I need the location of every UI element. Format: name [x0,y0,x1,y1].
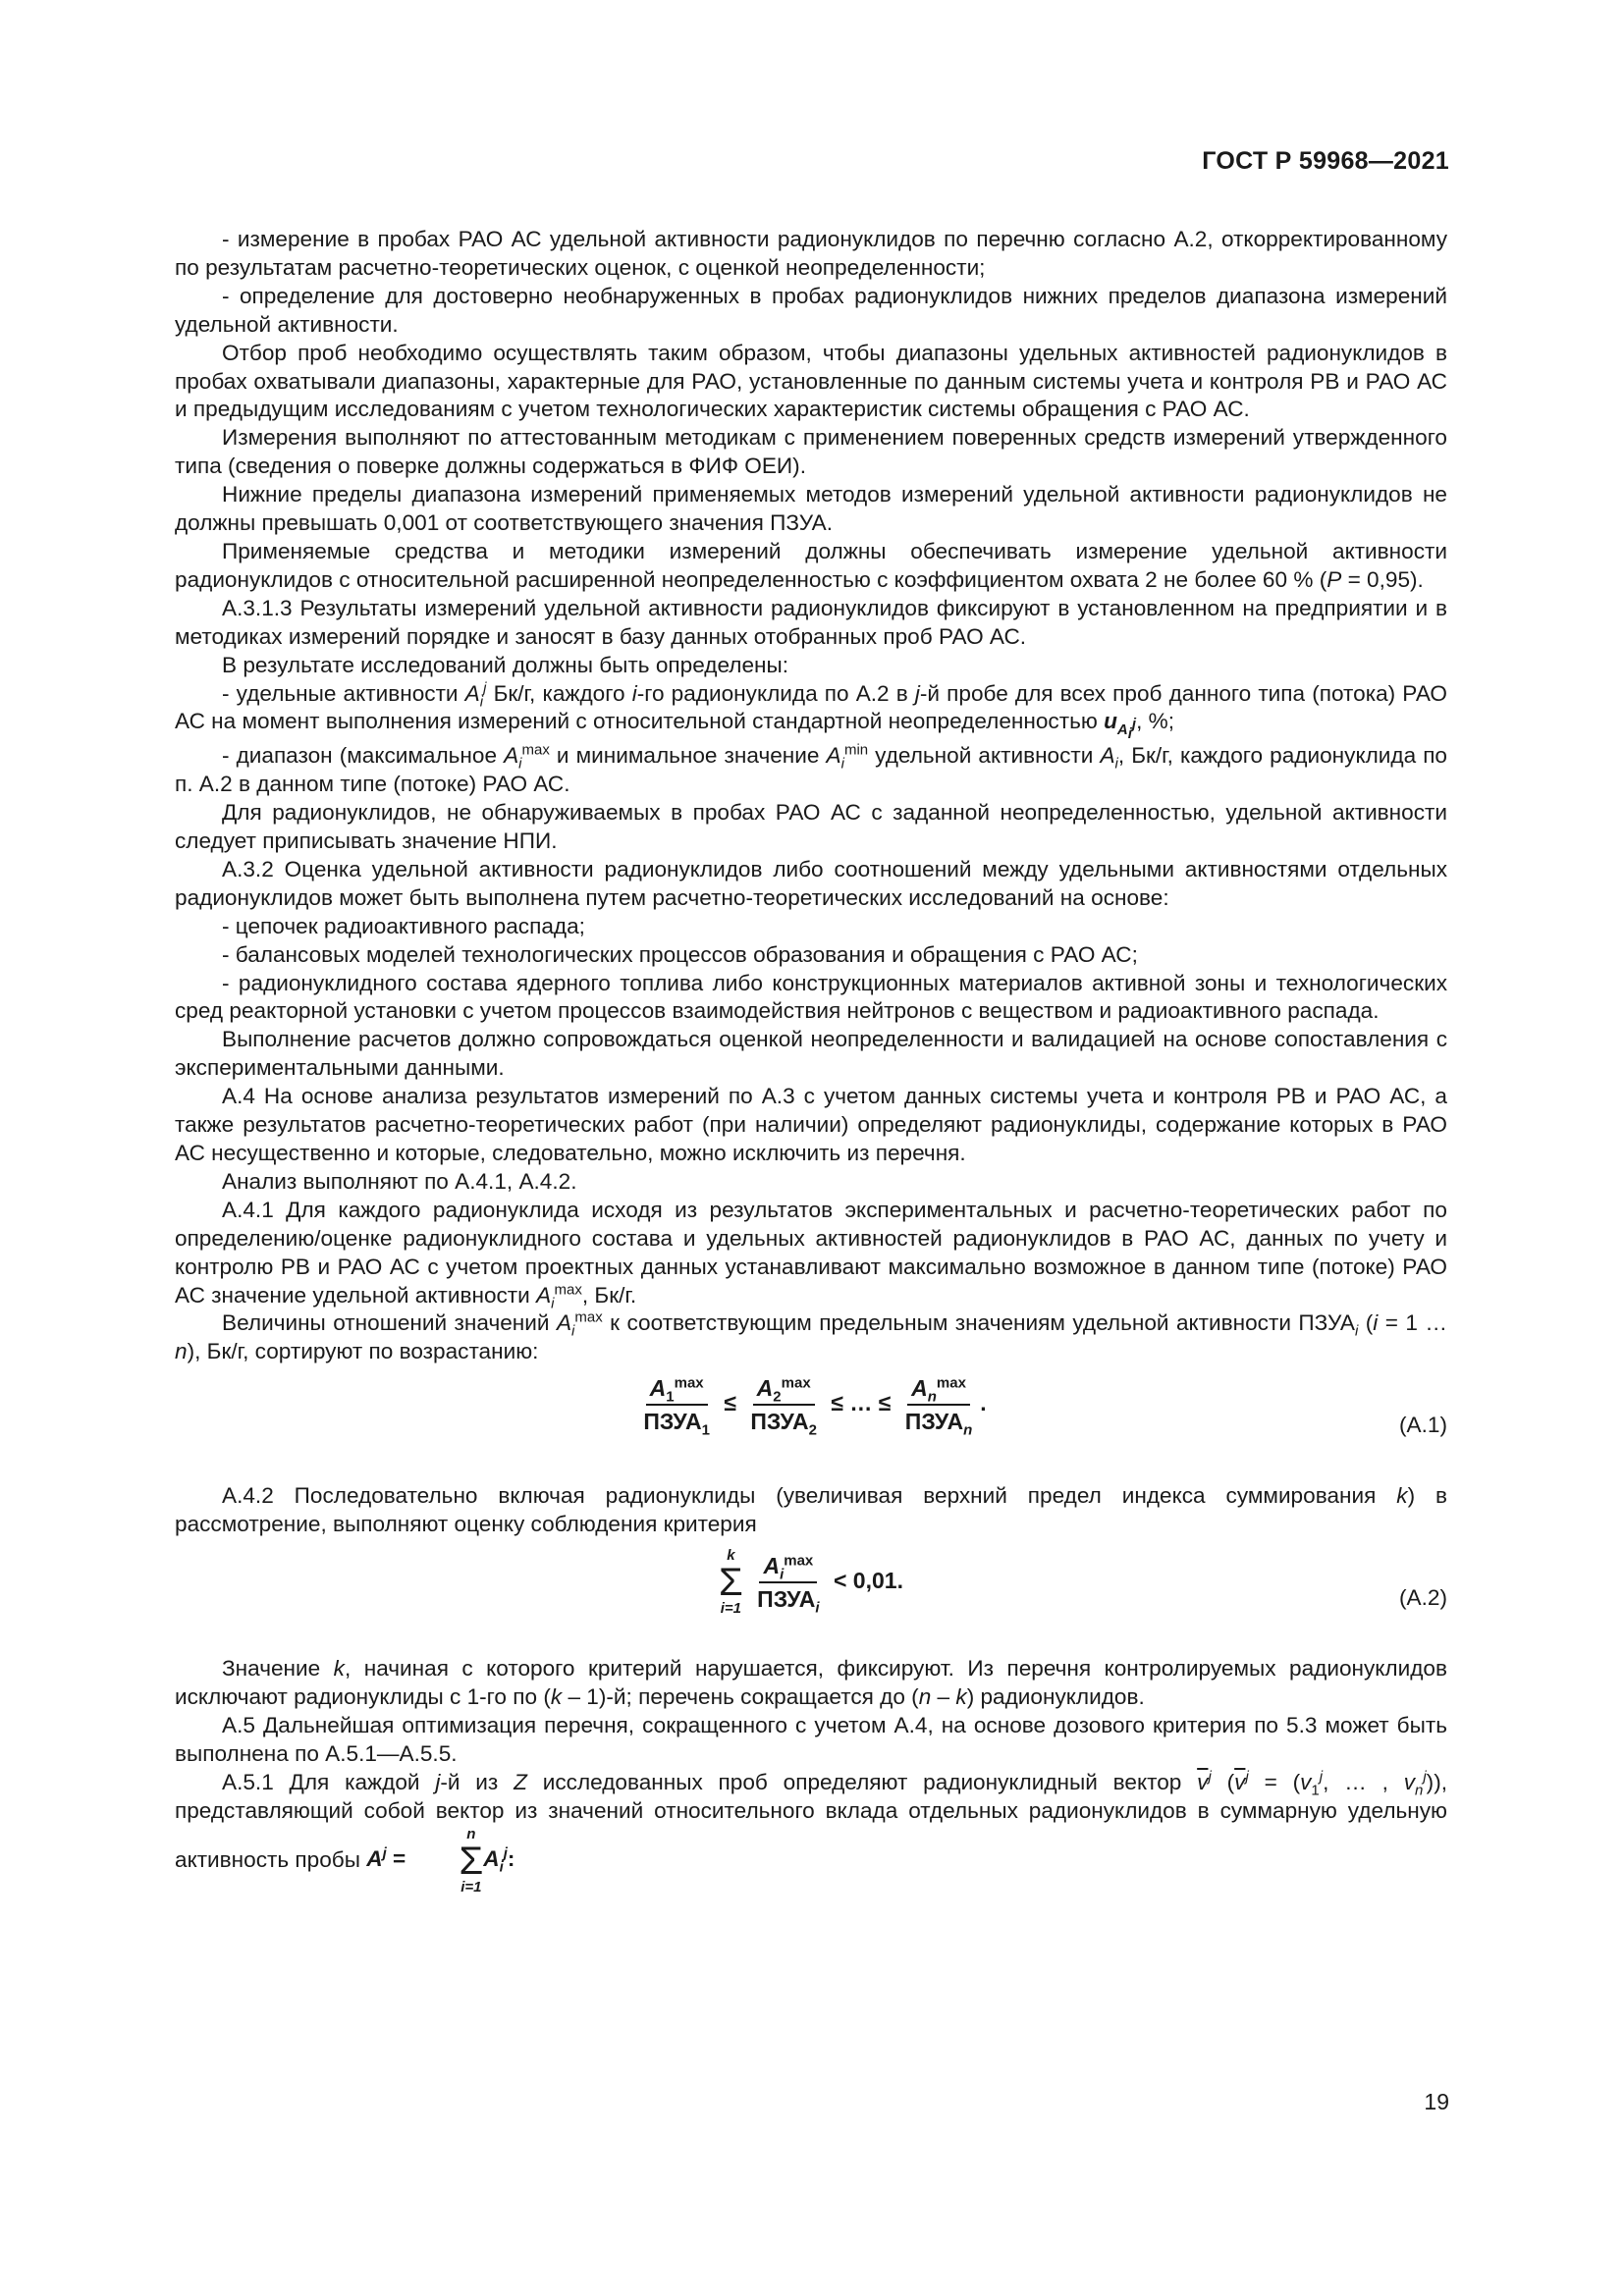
paragraph: А.3.1.3 Результаты измерений удельной активности радионуклидов фиксируют в установленном на предприятии и в методиках измерений порядке и заносят в базу данных отобранных проб РАО АС. [175,595,1447,649]
paragraph: А.4.1 Для каждого радионуклида исходя из результатов экспериментальных и расчетно-теоретических работ по определению/оценке радионуклидного состава и удельных активностей радионуклидов в РАО АС, данных по учету и контролю РВ и РАО АС с учетом проектных данных устанавливают максимально возможное в данном типе (потоке) РАО АС значение удельной активности $A_i^{max}$, Бк/г. [175,1197,1447,1312]
fraction: $\frac{A_n^{max}}{ПЗУА_n}$ [904,1374,973,1439]
fraction: $\frac{A_1^{max}}{ПЗУА_1}$ [643,1374,710,1439]
paragraph: А.5 Дальнейшая оптимизация перечня, сокращенного с учетом А.4, на основе дозового критерия по 5.3 может быть выполнена по А.5.1—А.5.5. [175,1712,1447,1766]
equation-a2 [175,1547,1447,1635]
summation: n Σ i=1 [459,1825,484,1896]
paragraph: А.4.2 Последовательно включая радионуклиды (увеличивая верхний предел индекса суммирования k) в рассмотрение, выполняют оценку соблюдения критерия [175,1483,1448,1537]
summation: k Σ i=1 [719,1547,743,1618]
paragraph: - определение для достоверно необнаруженных в пробах радионуклидов нижних пределов диапазона измерений удельной активности. [175,283,1447,337]
paragraph: - измерение в пробах РАО АС удельной активности радионуклидов по перечню согласно А.2, откорректированному по результатам расчетно-теоретических оценок, с оценкой неопределенности; [175,227,1447,280]
fraction: $\frac{A_i^{max}}{ПЗУА_i}$ [757,1552,820,1617]
page-body [175,226,1447,1896]
paragraph: Выполнение расчетов должно сопровождаться оценкой неопределенности и валидацией на основе сопоставления с экспериментальными данными. [175,1027,1447,1081]
paragraph: - удельные активности $A_i^j$ Бк/г, каждого i-го радионуклида по А.2 в j-й пробе для всех проб данного типа (потока) РАО АС на момент выполнения измерений с относительной стандартной неопределенностью $u_{A_i^j}$, %; [175,678,1448,742]
paragraph: Значение k, начиная с которого критерий нарушается, фиксируют. Из перечня контролируемых радионуклидов исключают радионуклиды с 1-го по (k – 1)-й; перечень сокращается до (n – k) радионуклидов. [175,1656,1447,1709]
equation-number: (А.1) [1399,1413,1447,1438]
equation-a2-formula: k Σ i=1 $\frac{A_i^{max}}{ПЗУА_i}$ < 0,01. [719,1547,903,1618]
paragraph: Нижние пределы диапазона измерений применяемых методов измерений удельной активности радионуклидов не должны превышать 0,001 от соответствующего значения ПЗУА. [175,482,1447,536]
paragraph: Величины отношений значений $A_i^{max}$ к соответствующим предельным значениям удельной активности $ПЗУА_i$ (i = 1 … n), Бк/г, сортируют по возрастанию: [175,1308,1448,1364]
paragraph: - цепочек радиоактивного распада; [222,913,585,938]
paragraph: Анализ выполняют по А.4.1, А.4.2. [222,1168,577,1194]
paragraph: А.5.1 Для каждой j-й из Z исследованных проб определяют радионуклидный вектор $\overline{v}^j$ ($\overline{v}^j = (v_1^j$, … , $v_n^j$)), представляющий собой вектор из значений относительного вклада отдельных радионуклидов в суммарную удельную активность пробы $A^j$ = n Σ i=1 $A_i^j$: [175,1768,1447,1896]
paragraph: Отбор проб необходимо осуществлять таким образом, чтобы диапазоны удельных активностей радионуклидов в пробах охватывали диапазоны, характерные для РАО, установленные по данным системы учета и контроля РВ и РАО АС и предыдущим исследованиям с учетом технологических характеристик системы обращения с РАО АС. [175,340,1447,422]
paragraph: Измерения выполняют по аттестованным методикам с применением поверенных средств измерений утвержденного типа (сведения о поверке должны содержаться в ФИФ ОЕИ). [175,425,1447,479]
paragraph: В результате исследований должны быть определены: [222,652,788,677]
paragraph: Применяемые средства и методики измерений должны обеспечивать измерение удельной активности радионуклидов с относительной расширенной неопределенностью с коэффициентом охвата 2 не более 60 % (P = 0,95). [175,538,1447,592]
paragraph: Для радионуклидов, не обнаруживаемых в пробах РАО АС с заданной неопределенностью, удельной активности следует приписывать значение НПИ. [175,800,1447,854]
equation-number: (А.2) [1399,1585,1447,1611]
equation-a1-formula: $\frac{A_1^{max}}{ПЗУА_1}$ ≤ $\frac{A_2^{max}}{ПЗУА_2}$ ≤ … ≤ $\frac{A_n^{max}}{ПЗУА_n}$ . [175,1374,1447,1435]
paragraph: - диапазон (максимальное $A_i^{max}$ и минимальное значение $A_i^{min}$ удельной активности $A_i$, Бк/г, каждого радионуклида по п. А.2 в данном типе (потоке) РАО АС. [175,741,1447,797]
fraction: $\frac{A_2^{max}}{ПЗУА_2}$ [750,1374,817,1439]
paragraph: - балансовых моделей технологических процессов образования и обращения с РАО АС; [222,941,1138,967]
paragraph: А.3.2 Оценка удельной активности радионуклидов либо соотношений между удельными активностями отдельных радионуклидов может быть выполнена путем расчетно-теоретических исследований на основе: [175,856,1447,910]
document-id: ГОСТ Р 59968—2021 [1202,147,1449,175]
paragraph: А.4 На основе анализа результатов измерений по А.3 с учетом данных системы учета и контроля РВ и РАО АС, а также результатов расчетно-теоретических работ (при наличии) определяют радионуклиды, содержание которых в РАО АС несущественно и которые, следовательно, можно исключить из перечня. [175,1084,1447,1165]
page-number: 19 [1424,2089,1449,2114]
paragraph: - радионуклидного состава ядерного топлива либо конструкционных материалов активной зоны и технологических сред реакторной установки с учетом процессов взаимодействия нейтронов с веществом и радиоактивного распада. [175,970,1447,1024]
equation-a1 [175,1374,1447,1463]
